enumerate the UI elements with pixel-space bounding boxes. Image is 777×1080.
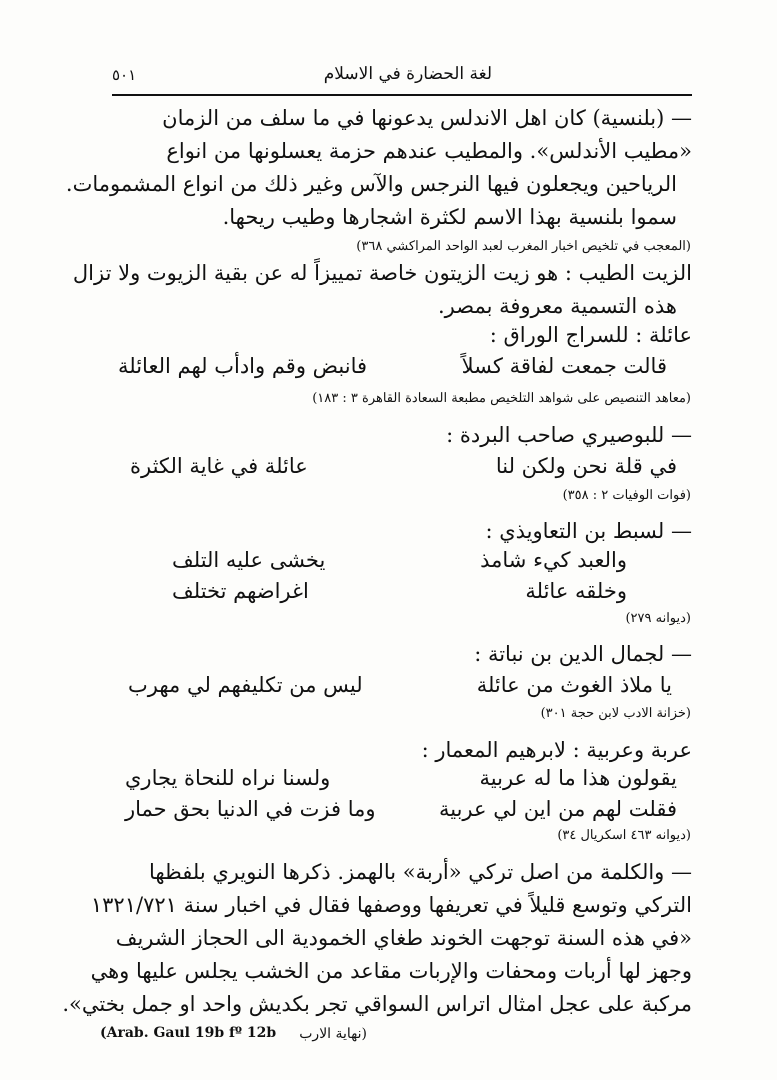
verse-hemistich-1: يا ملاذ الغوث من عائلة (476, 673, 672, 697)
section-heading: عائلة : للسراج الوراق : (489, 323, 692, 347)
citation: (ديوانه ٤٦٣ اسكريال ٣٤) (557, 828, 691, 843)
citation: (نهاية الارب (299, 1026, 367, 1042)
paragraph-line: الرياحين ويجعلون فيها النرجس والآس وغير ذلك من انواع المشمومات. (65, 172, 677, 196)
verse-hemistich-2: عائلة في غاية الكثرة (130, 454, 308, 478)
section-heading: عربة وعربية : لابرهيم المعمار : (421, 738, 692, 762)
paragraph-line: — والكلمة من اصل تركي «أربة» بالهمز. ذكرها النويري بلفظها (148, 860, 692, 884)
paragraph-line: سموا بلنسية بهذا الاسم لكثرة اشجارها وطيب ريحها. (222, 205, 677, 229)
section-heading: — لسبط بن التعاويذي : (485, 519, 692, 543)
verse-hemistich-1: قالت جمعت لفاقة كسلاً (461, 354, 667, 378)
citation: (معاهد التنصيص على شواهد التلخيص مطبعة السعادة القاهرة ٣ : ١٨٣) (312, 391, 691, 406)
verse-hemistich-2: يخشى عليه التلف (172, 548, 326, 572)
citation: (خزانة الادب لابن حجة ٣٠١) (540, 706, 691, 721)
citation: (ديوانه ٢٧٩) (625, 611, 691, 626)
paragraph-line: هذه التسمية معروفة بمصر. (437, 294, 677, 318)
verse-hemistich-2: ولسنا نراه للنحاة يجاري (125, 766, 331, 790)
verse-hemistich-1: يقولون هذا ما له عربية (479, 766, 677, 790)
verse-hemistich-2: ليس من تكليفهم لي مهرب (128, 673, 363, 697)
paragraph-line: «في هذه السنة توجهت الخوند طغاي الخمودية الى الحجاز الشريف (115, 926, 692, 950)
verse-hemistich-2: اغراضهم تختلف (172, 579, 309, 603)
paragraph-line: التركي وتوسع قليلاً في تعريفها ووصفها فقال في اخبار سنة ١٣٢١/٧٢١ (90, 893, 692, 917)
page-number: ٥٠١ (112, 66, 137, 84)
paragraph-line: الزيت الطيب : هو زيت الزيتون خاصة تمييزاً له عن بقية الزيوت ولا تزال (72, 261, 692, 285)
page-header (112, 62, 692, 92)
paragraph-line: — (بلنسية) كان اهل الاندلس يدعونها في ما سلف من الزمان (162, 106, 692, 130)
verse-hemistich-1: وخلقه عائلة (525, 579, 627, 603)
paragraph-line: وجهز لها أربات ومحفات والإربات مقاعد من الخشب يجلس عليها وهي (90, 959, 692, 983)
citation: (فوات الوفيات ٢ : ٣٥٨) (562, 488, 691, 503)
citation: (المعجب في تلخيص اخبار المغرب لعبد الواحد المراكشي ٣٦٨) (356, 239, 691, 254)
verse-hemistich-1: فقلت لهم من اين لي عربية (438, 797, 677, 821)
verse-hemistich-2: فانبض وقم وادأب لهم العائلة (118, 354, 368, 378)
verse-hemistich-1: والعبد كيء شامذ (480, 548, 627, 572)
paragraph-line: «مطيب الأندلس». والمطيب عندهم حزمة يعسلونها من انواع (166, 139, 692, 163)
section-heading: — لجمال الدين بن نباتة : (474, 642, 692, 666)
running-title: لغة الحضارة في الاسلام (323, 64, 492, 84)
citation-latin: (Arab. Gaul 19b fº 12b (100, 1025, 277, 1041)
header-rule (112, 94, 692, 96)
verse-hemistich-1: في قلة نحن ولكن لنا (495, 454, 677, 478)
paragraph-line: مركبة على عجل امثال اتراس السواقي تجر بكديش واحد او جمل بختي». (62, 992, 692, 1016)
section-heading: — للبوصيري صاحب البردة : (446, 423, 692, 447)
verse-hemistich-2: وما فزت في الدنيا بحق حمار (125, 797, 376, 821)
